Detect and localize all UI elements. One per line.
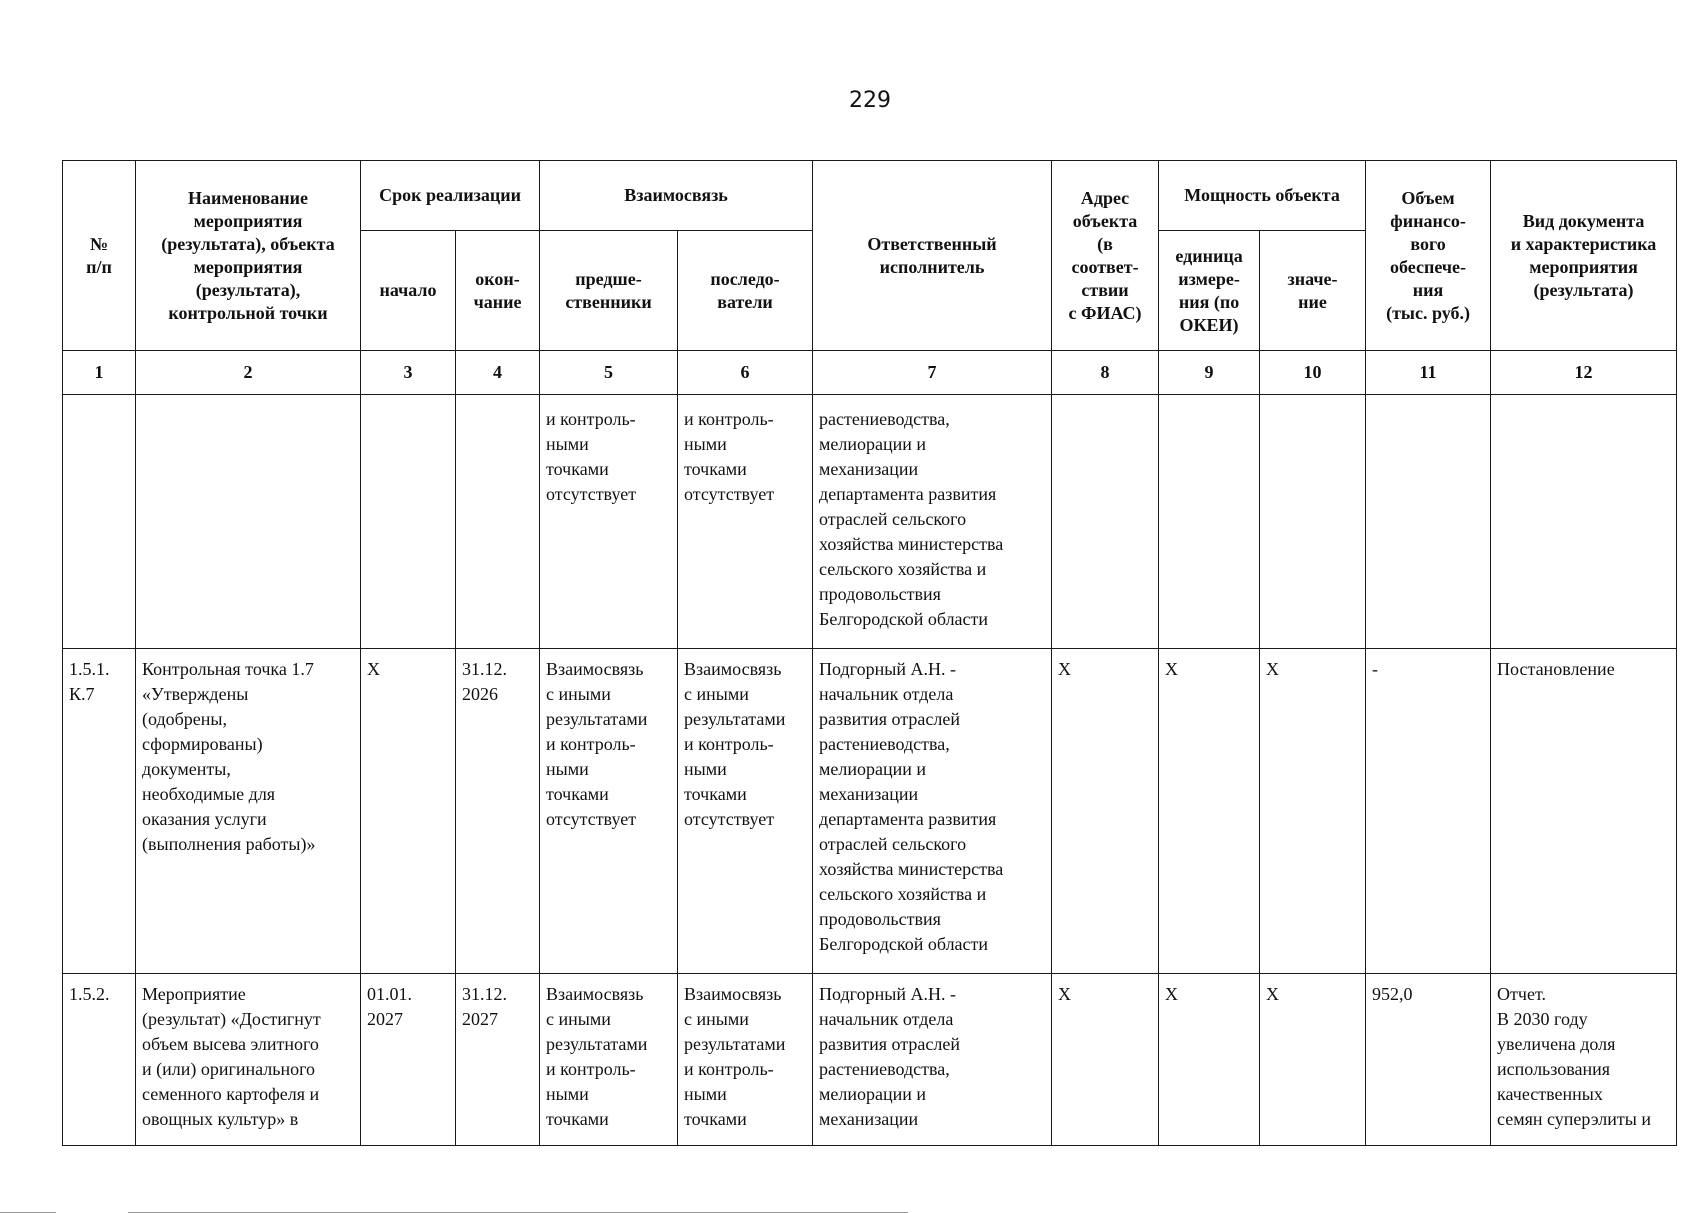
cell-doc: [1491, 395, 1677, 649]
cell-end: 31.12. 2027: [456, 974, 540, 1146]
header-capacity: Мощность объекта: [1159, 161, 1366, 231]
header-link-next: последо- ватели: [678, 231, 813, 351]
column-number-row: [63, 351, 1677, 395]
cell-start: X: [361, 649, 456, 974]
header-doc: Вид документа и характеристика мероприятия (результата): [1491, 161, 1677, 351]
cell-funding: -: [1366, 649, 1491, 974]
cell-funding: 952,0: [1366, 974, 1491, 1146]
cell-next: и контроль- ными точками отсутствует: [678, 395, 813, 649]
cell-name: Мероприятие (результат) «Достигнут объем высева элитного и (или) оригинального семенного картофеля и овощных культур» в: [136, 974, 361, 1146]
header-responsible: Ответственный исполнитель: [813, 161, 1052, 351]
column-number: 5: [540, 351, 678, 395]
cell-address: X: [1052, 974, 1159, 1146]
table-row: [63, 649, 1677, 974]
cell-address: X: [1052, 649, 1159, 974]
page-number: 229: [849, 88, 891, 113]
column-number: 12: [1491, 351, 1677, 395]
column-number: 11: [1366, 351, 1491, 395]
cell-value: X: [1260, 649, 1366, 974]
header-link: Взаимосвязь: [540, 161, 813, 231]
cell-unit: X: [1159, 974, 1260, 1146]
cell-prev: Взаимосвязь с иными результатами и контроль- ными точками отсутствует: [540, 649, 678, 974]
cell-responsible: Подгорный А.Н. - начальник отдела развития отраслей растениеводства, мелиорации и механизации: [813, 974, 1052, 1146]
plan-table: [62, 160, 1677, 1146]
cell-responsible: растениеводства, мелиорации и механизации департамента развития отраслей сельского хозяйства министерства сельского хозяйства и продовольствия Белгородской области: [813, 395, 1052, 649]
table-header: [63, 161, 1677, 395]
cell-num: 1.5.2.: [63, 974, 136, 1146]
cell-num: [63, 395, 136, 649]
header-term-end: окон- чание: [456, 231, 540, 351]
cell-num: 1.5.1. К.7: [63, 649, 136, 974]
column-number: 8: [1052, 351, 1159, 395]
cell-address: [1052, 395, 1159, 649]
cell-start: [361, 395, 456, 649]
cell-funding: [1366, 395, 1491, 649]
cell-next: Взаимосвязь с иными результатами и контроль- ными точками: [678, 974, 813, 1146]
cell-value: [1260, 395, 1366, 649]
table-row: [63, 974, 1677, 1146]
header-link-prev: предше- ственники: [540, 231, 678, 351]
header-term-start: начало: [361, 231, 456, 351]
header-name: Наименование мероприятия (результата), объекта мероприятия (результата), контрольной точки: [136, 161, 361, 351]
header-funding: Объем финансо- вого обеспече- ния (тыс. руб.): [1366, 161, 1491, 351]
cell-value: X: [1260, 974, 1366, 1146]
header-capacity-value: значе- ние: [1260, 231, 1366, 351]
cell-start: 01.01. 2027: [361, 974, 456, 1146]
cell-doc: Постановление: [1491, 649, 1677, 974]
column-number: 4: [456, 351, 540, 395]
header-address: Адрес объекта (в соответ- ствии с ФИАС): [1052, 161, 1159, 351]
table-row: [63, 395, 1677, 649]
cell-doc: Отчет. В 2030 году увеличена доля использования качественных семян суперэлиты и: [1491, 974, 1677, 1146]
column-number: 7: [813, 351, 1052, 395]
header-capacity-unit: единица измере- ния (по ОКЕИ): [1159, 231, 1260, 351]
column-number: 1: [63, 351, 136, 395]
cell-name: [136, 395, 361, 649]
column-number: 10: [1260, 351, 1366, 395]
cell-unit: X: [1159, 649, 1260, 974]
cell-responsible: Подгорный А.Н. - начальник отдела развития отраслей растениеводства, мелиорации и механизации департамента развития отраслей сельского хозяйства министерства сельского хозяйства и продовольствия Белгородской области: [813, 649, 1052, 974]
cell-prev: и контроль- ными точками отсутствует: [540, 395, 678, 649]
column-number: 3: [361, 351, 456, 395]
cell-prev: Взаимосвязь с иными результатами и контроль- ными точками: [540, 974, 678, 1146]
cell-end: 31.12. 2026: [456, 649, 540, 974]
header-num: № п/п: [63, 161, 136, 351]
column-number: 6: [678, 351, 813, 395]
cell-unit: [1159, 395, 1260, 649]
cell-name: Контрольная точка 1.7 «Утверждены (одобрены, сформированы) документы, необходимые для оказания услуги (выполнения работы)»: [136, 649, 361, 974]
cell-next: Взаимосвязь с иными результатами и контроль- ными точками отсутствует: [678, 649, 813, 974]
cell-end: [456, 395, 540, 649]
column-number: 9: [1159, 351, 1260, 395]
header-term: Срок реализации: [361, 161, 540, 231]
column-number: 2: [136, 351, 361, 395]
